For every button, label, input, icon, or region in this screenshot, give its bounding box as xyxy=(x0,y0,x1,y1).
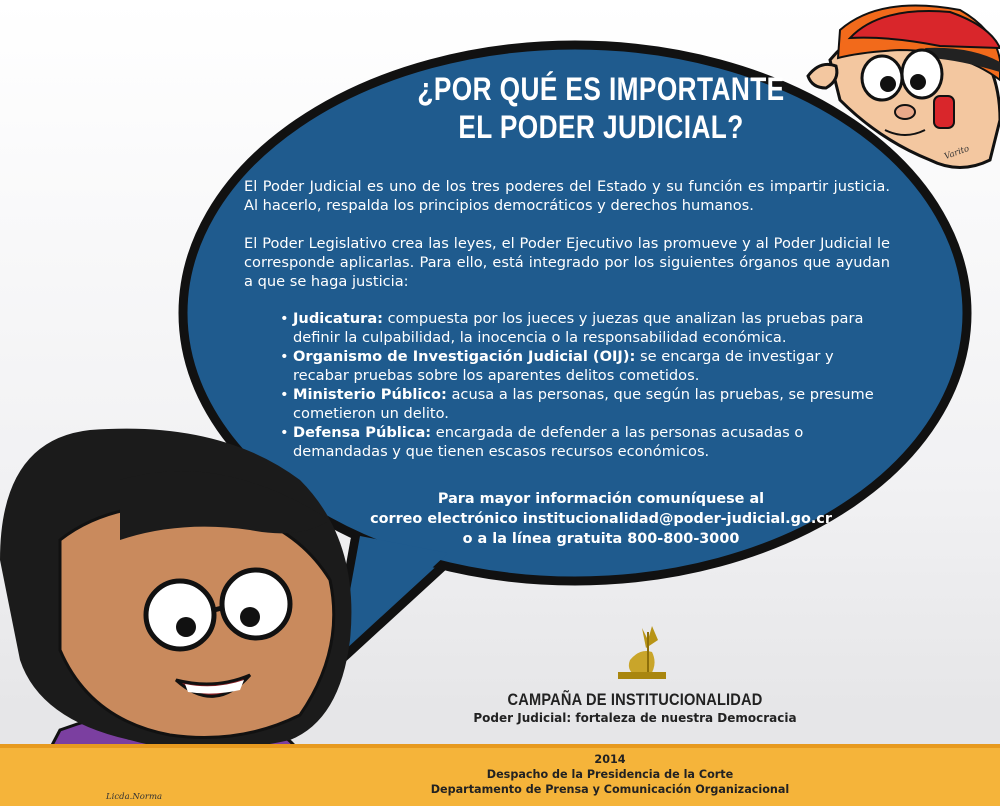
girl-signature: Licda.Norma xyxy=(106,792,163,802)
organ-name: Defensa Pública: xyxy=(293,424,432,441)
campaign-subtitle: Poder Judicial: fortaleza de nuestra Democracia xyxy=(473,711,797,725)
list-item-judicatura xyxy=(280,309,890,347)
page-title xyxy=(336,70,866,146)
list-item-defensa-publica xyxy=(280,423,890,461)
campaign-title: CAMPAÑA DE INSTITUCIONALIDAD xyxy=(507,690,763,709)
organs-list xyxy=(244,309,890,461)
contact-line-2: correo electrónico institucionalidad@poder-judicial.go.cr xyxy=(370,511,832,527)
organ-desc: acusa a las personas, que según las pruebas, se presume cometieron un delito. xyxy=(293,386,874,422)
organ-name: Organismo de Investigación Judicial (OIJ): xyxy=(293,348,636,365)
contact-line-1: Para mayor información comuníquese al xyxy=(437,491,765,507)
bubble-content xyxy=(244,70,890,549)
list-item-oij xyxy=(280,347,890,385)
justice-logo xyxy=(618,626,666,679)
title-line-2: EL PODER JUDICIAL? xyxy=(458,109,744,145)
organ-desc: encargada de defender a las personas acusadas o demandadas y que tienen escasos recursos económicos. xyxy=(293,424,804,460)
footer-year: 2014 xyxy=(594,753,626,766)
organ-name: Ministerio Público: xyxy=(293,386,447,403)
campaign-block xyxy=(470,690,800,725)
organ-name: Judicatura: xyxy=(293,310,384,327)
footer-text xyxy=(420,752,800,797)
contact-line-3: o a la línea gratuita 800-800-3000 xyxy=(462,531,740,547)
title-line-1: ¿POR QUÉ ES IMPORTANTE xyxy=(417,71,785,107)
intro-paragraph-1: El Poder Judicial es uno de los tres poderes del Estado y su función es impartir justicia. Al hacerlo, respalda los principios democráticos y derechos humanos. xyxy=(244,178,890,214)
footer-line-1: Despacho de la Presidencia de la Corte xyxy=(486,768,734,781)
organ-desc: se encarga de investigar y recabar pruebas sobre los aparentes delitos cometidos. xyxy=(293,348,834,384)
boy-signature: Varito xyxy=(943,143,971,163)
organ-desc: compuesta por los jueces y juezas que analizan las pruebas para definir la culpabilidad, la inocencia o la responsabilidad económica. xyxy=(293,310,864,346)
footer-line-2: Departamento de Prensa y Comunicación Organizacional xyxy=(430,783,790,796)
contact-info xyxy=(278,489,924,549)
intro-paragraph-2: El Poder Legislativo crea las leyes, el Poder Ejecutivo las promueve y al Poder Judicial le corresponde aplicarlas. Para ello, está integrado por los siguientes órganos que ayudan a que se haga justicia: xyxy=(244,235,890,290)
list-item-ministerio-publico xyxy=(280,385,890,423)
